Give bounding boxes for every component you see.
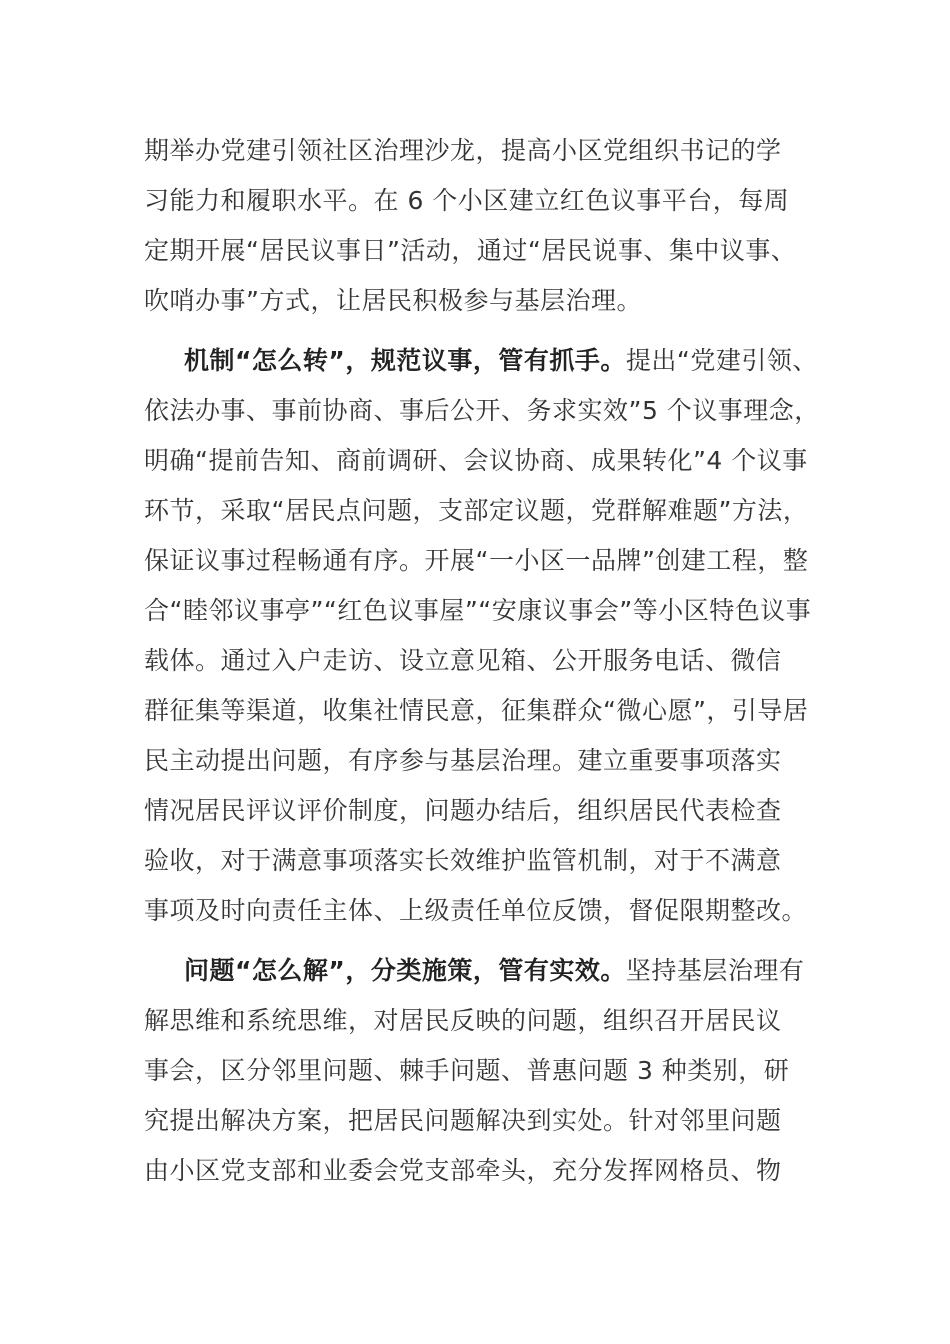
paragraph-2-line-11: 验收，对于满意事项落实长效维护监管机制，对于不满意 [144, 846, 782, 875]
paragraph-3-first-line-text: 坚持基层治理有 [625, 956, 805, 985]
paragraph-2-line-4: 环节，采取“居民点问题，支部定议题，党群解难题”方法， [144, 496, 809, 525]
paragraph-2-line-9: 民主动提出问题，有序参与基层治理。建立重要事项落实 [144, 746, 782, 775]
paragraph-2-line-3: 明确“提前告知、商前调研、会议协商、成果转化”4 个议事 [144, 446, 808, 475]
paragraph-3-line-2: 解思维和系统思维，对居民反映的问题，组织召开居民议 [144, 1006, 782, 1035]
paragraph-3-line-4: 究提出解决方案，把居民问题解决到实处。针对邻里问题 [144, 1106, 782, 1135]
paragraph-3-heading: 问题“怎么解”，分类施策，管有实效。 [184, 956, 626, 985]
paragraph-2-line-10: 情况居民评议评价制度，问题办结后，组织居民代表检查 [144, 796, 782, 825]
paragraph-2-line-8: 群征集等渠道，收集社情民意，征集群众“微心愿”，引导居 [144, 696, 809, 725]
paragraph-2-line-6: 合“睦邻议事亭”“红色议事屋”“安康议事会”等小区特色议事 [144, 596, 812, 625]
paragraph-1-line-2: 习能力和履职水平。在 6 个小区建立红色议事平台，每周 [144, 186, 790, 215]
paragraph-2-line-2: 依法办事、事前协商、事后公开、务求实效”5 个议事理念， [144, 396, 820, 425]
paragraph-2-first-line-text: 提出“党建引领、 [625, 346, 818, 375]
paragraph-2-heading: 机制“怎么转”，规范议事，管有抓手。 [184, 346, 626, 375]
paragraph-2-line-5: 保证议事过程畅通有序。开展“一小区一品牌”创建工程，整 [144, 546, 809, 575]
paragraph-2-first-line [184, 341, 818, 381]
paragraph-2-line-12: 事项及时向责任主体、上级责任单位反馈，督促限期整改。 [144, 896, 808, 925]
paragraph-3-first-line [184, 951, 804, 991]
paragraph-3-line-3: 事会，区分邻里问题、棘手问题、普惠问题 3 种类别，研 [144, 1056, 790, 1085]
paragraph-2-line-7: 载体。通过入户走访、设立意见箱、公开服务电话、微信 [144, 646, 782, 675]
paragraph-1-line-4: 吹哨办事”方式，让居民积极参与基层治理。 [144, 286, 642, 315]
paragraph-3-line-5: 由小区党支部和业委会党支部牵头，充分发挥网格员、物 [144, 1156, 782, 1185]
paragraph-1-line-1: 期举办党建引领社区治理沙龙，提高小区党组织书记的学 [144, 136, 782, 165]
paragraph-1-line-3: 定期开展“居民议事日”活动，通过“居民说事、集中议事、 [144, 236, 797, 265]
